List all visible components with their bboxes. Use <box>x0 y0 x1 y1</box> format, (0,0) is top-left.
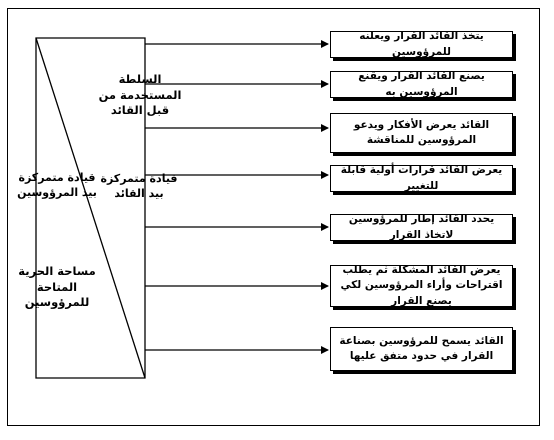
label-subordinate-freedom: مساحة الحرية المتاحة للمرؤوسين <box>18 264 96 310</box>
box-decides-persuades: يصنع القائد القرار ويقنع المرؤوسين به <box>330 71 513 98</box>
box-presents-problem: يعرض القائد المشكلة ثم يطلب اقتراحات وأراء المرؤوسين لكي يصنع القرار <box>330 265 513 307</box>
box-tentative-decisions: يعرض القائد قرارات أولية قابلة للتغيير <box>330 165 513 192</box>
label-leader-authority: السلطة المستخدمة من قبل القائد <box>98 72 182 118</box>
box-permits-subordinates: القائد يسمح للمرؤوسين بصناعة القرار في حدود متفق عليها <box>330 327 513 371</box>
box-decides-announces: يتخذ القائد القرار ويعلنه للمرؤوسين <box>330 31 513 58</box>
box-presents-ideas: القائد يعرض الأفكار ويدعو المرؤوسين للمناقشة <box>330 113 513 153</box>
label-subordinate-centered: قيادة متمركزة بيد المرؤوسين <box>17 171 97 199</box>
label-leader-centered: قيادة متمركزة بيد القائد <box>100 172 178 200</box>
box-defines-limits: يحدد القائد إطار للمرؤوسين لاتخاذ القرار <box>330 214 513 241</box>
